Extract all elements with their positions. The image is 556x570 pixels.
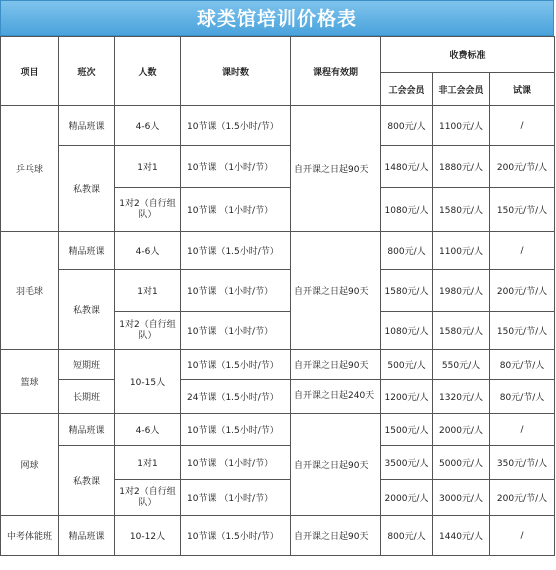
trial-price: 200元/节/人 xyxy=(490,270,555,312)
table-row xyxy=(1,350,555,380)
nonmember-price: 550元/人 xyxy=(433,350,490,380)
people-cell: 1对2（自行组队） xyxy=(115,312,181,350)
class-cell: 私教课 xyxy=(59,146,115,232)
validity-cell: 自开课之日起90天 xyxy=(291,414,381,516)
header-class: 班次 xyxy=(59,37,115,106)
nonmember-price: 1100元/人 xyxy=(433,232,490,270)
nonmember-price: 3000元/人 xyxy=(433,480,490,516)
people-cell: 10-12人 xyxy=(115,516,181,556)
nonmember-price: 1580元/人 xyxy=(433,188,490,232)
hours-cell: 10节课（1.5小时/节） xyxy=(181,106,291,146)
table-row xyxy=(1,380,555,414)
trial-price: 150元/节/人 xyxy=(490,188,555,232)
hours-cell: 10节课 （1小时/节） xyxy=(181,188,291,232)
class-cell: 精品班课 xyxy=(59,232,115,270)
people-cell: 1对2（自行组队） xyxy=(115,480,181,516)
header-hours: 课时数 xyxy=(181,37,291,106)
table-row xyxy=(1,232,555,270)
validity-cell: 自开课之日起90天 xyxy=(291,232,381,350)
nonmember-price: 2000元/人 xyxy=(433,414,490,446)
nonmember-price: 1880元/人 xyxy=(433,146,490,188)
trial-price: / xyxy=(490,516,555,556)
price-table xyxy=(0,36,555,556)
people-cell: 1对1 xyxy=(115,270,181,312)
people-cell: 10-15人 xyxy=(115,350,181,414)
member-price: 1080元/人 xyxy=(381,312,433,350)
member-price: 2000元/人 xyxy=(381,480,433,516)
class-cell: 精品班课 xyxy=(59,106,115,146)
class-cell: 精品班课 xyxy=(59,516,115,556)
validity-cell: 自开课之日起90天 xyxy=(291,516,381,556)
people-cell: 4-6人 xyxy=(115,232,181,270)
header-fee: 收费标准 xyxy=(381,37,555,73)
trial-price: 80元/节/人 xyxy=(490,350,555,380)
hours-cell: 10节课（1.5小时/节） xyxy=(181,516,291,556)
class-cell: 精品班课 xyxy=(59,414,115,446)
class-cell: 长期班 xyxy=(59,380,115,414)
hours-cell: 10节课 （1小时/节） xyxy=(181,146,291,188)
header-row xyxy=(1,37,555,73)
nonmember-price: 1320元/人 xyxy=(433,380,490,414)
hours-cell: 10节课 （1小时/节） xyxy=(181,480,291,516)
project-badminton: 羽毛球 xyxy=(1,232,59,350)
header-nonmember: 非工会会员 xyxy=(433,73,490,106)
member-price: 800元/人 xyxy=(381,106,433,146)
hours-cell: 10节课 （1小时/节） xyxy=(181,446,291,480)
people-cell: 4-6人 xyxy=(115,414,181,446)
member-price: 800元/人 xyxy=(381,516,433,556)
hours-cell: 24节课（1.5小时/节） xyxy=(181,380,291,414)
member-price: 1200元/人 xyxy=(381,380,433,414)
project-pingpong: 乒乓球 xyxy=(1,106,59,232)
class-cell: 私教课 xyxy=(59,446,115,516)
trial-price: / xyxy=(490,232,555,270)
nonmember-price: 1580元/人 xyxy=(433,312,490,350)
trial-price: 350元/节/人 xyxy=(490,446,555,480)
header-people: 人数 xyxy=(115,37,181,106)
trial-price: 200元/节/人 xyxy=(490,480,555,516)
nonmember-price: 1980元/人 xyxy=(433,270,490,312)
hours-cell: 10节课 （1小时/节） xyxy=(181,270,291,312)
table-row xyxy=(1,106,555,146)
header-member: 工会会员 xyxy=(381,73,433,106)
member-price: 3500元/人 xyxy=(381,446,433,480)
hours-cell: 10节课（1.5小时/节） xyxy=(181,350,291,380)
nonmember-price: 1440元/人 xyxy=(433,516,490,556)
class-cell: 短期班 xyxy=(59,350,115,380)
project-pe: 中考体能班 xyxy=(1,516,59,556)
table-row xyxy=(1,516,555,556)
validity-cell: 自开课之日起90天 xyxy=(291,106,381,232)
people-cell: 4-6人 xyxy=(115,106,181,146)
header-project: 项目 xyxy=(1,37,59,106)
project-tennis: 网球 xyxy=(1,414,59,516)
header-trial: 试课 xyxy=(490,73,555,106)
trial-price: / xyxy=(490,414,555,446)
header-validity: 课程有效期 xyxy=(291,37,381,106)
trial-price: 200元/节/人 xyxy=(490,146,555,188)
hours-cell: 10节课（1.5小时/节） xyxy=(181,232,291,270)
validity-cell: 自开课之日起240天 xyxy=(291,380,381,414)
class-cell: 私教课 xyxy=(59,270,115,350)
member-price: 800元/人 xyxy=(381,232,433,270)
table-row xyxy=(1,270,555,312)
member-price: 1500元/人 xyxy=(381,414,433,446)
trial-price: / xyxy=(490,106,555,146)
table-row xyxy=(1,446,555,480)
trial-price: 80元/节/人 xyxy=(490,380,555,414)
people-cell: 1对1 xyxy=(115,446,181,480)
member-price: 1580元/人 xyxy=(381,270,433,312)
nonmember-price: 1100元/人 xyxy=(433,106,490,146)
hours-cell: 10节课（1.5小时/节） xyxy=(181,414,291,446)
page-title: 球类馆培训价格表 xyxy=(0,0,554,36)
nonmember-price: 5000元/人 xyxy=(433,446,490,480)
trial-price: 150元/节/人 xyxy=(490,312,555,350)
validity-cell: 自开课之日起90天 xyxy=(291,350,381,380)
people-cell: 1对1 xyxy=(115,146,181,188)
hours-cell: 10节课 （1小时/节） xyxy=(181,312,291,350)
member-price: 1480元/人 xyxy=(381,146,433,188)
table-row xyxy=(1,414,555,446)
table-row xyxy=(1,146,555,188)
member-price: 500元/人 xyxy=(381,350,433,380)
member-price: 1080元/人 xyxy=(381,188,433,232)
people-cell: 1对2（自行组队） xyxy=(115,188,181,232)
project-basketball: 篮球 xyxy=(1,350,59,414)
